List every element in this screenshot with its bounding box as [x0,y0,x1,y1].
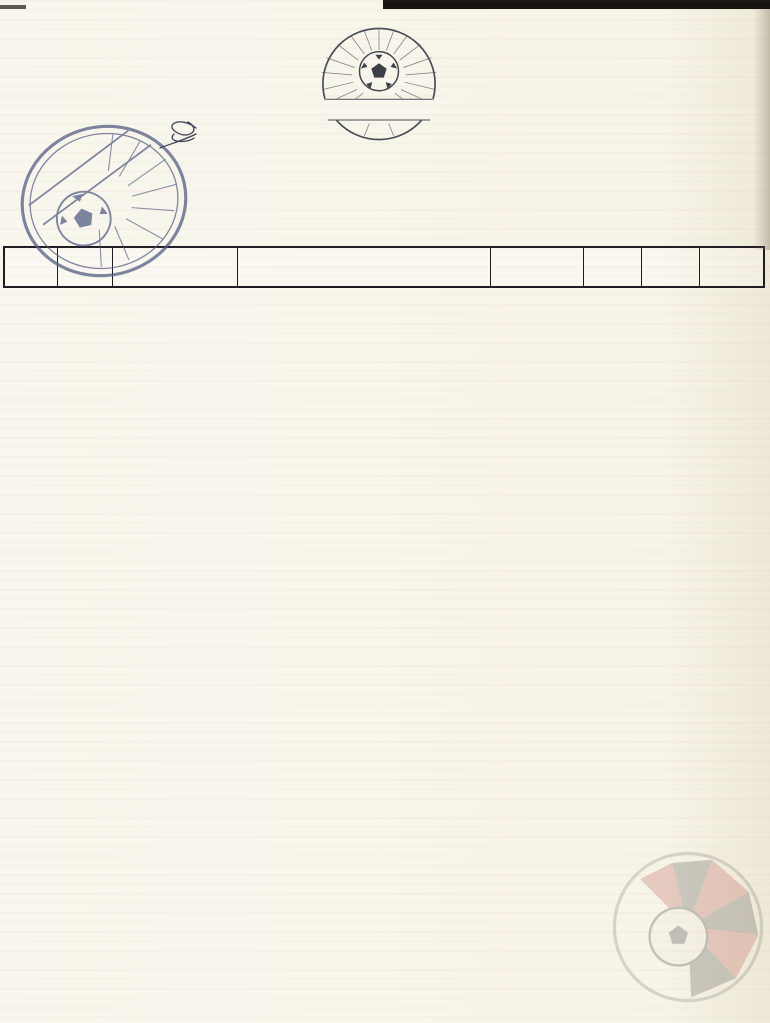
header-date [491,247,584,287]
header-week [700,247,764,287]
efa-logo-icon [318,26,440,142]
signature-handwriting-icon [136,114,220,180]
scan-artifact-top-edge [383,0,770,9]
watermark-logo-icon [602,847,770,1007]
header-time [57,247,112,287]
scan-artifact-top-left [0,5,26,9]
header-stadium [112,247,237,287]
league-schedule-table [3,246,765,288]
table-header-row [4,247,764,287]
scan-artifact-right-edge [754,0,770,250]
header-result [4,247,57,287]
header-match [642,247,700,287]
header-day [584,247,642,287]
header-teams [237,247,490,287]
